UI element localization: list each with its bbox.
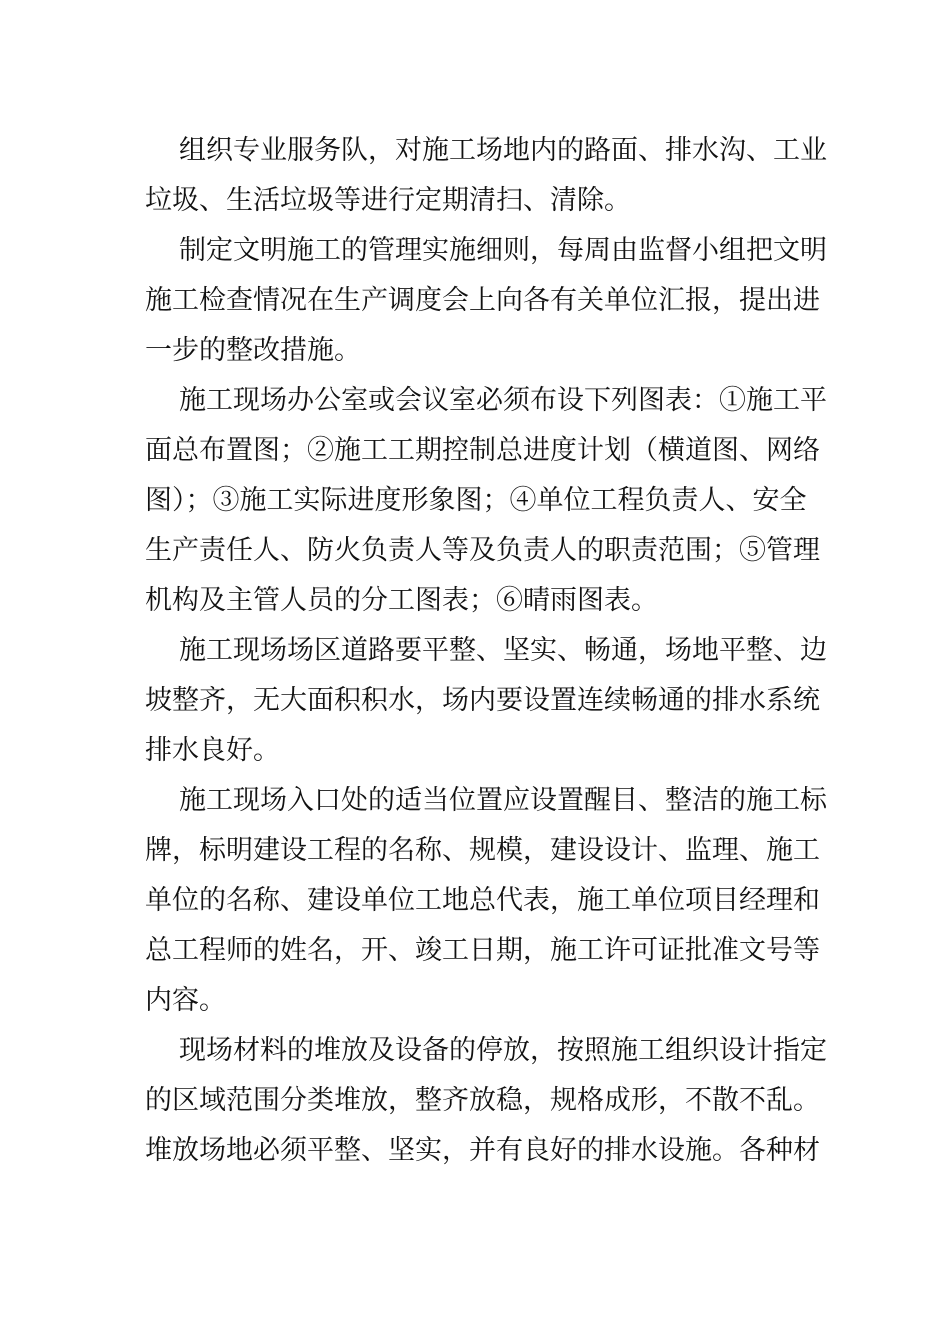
paragraph-entrance-sign [145, 776, 827, 1026]
text-line: 机构及主管人员的分工图表；⑥晴雨图表。 [145, 585, 658, 616]
text-line: 制定文明施工的管理实施细则，每周由监督小组把文明 [179, 235, 827, 266]
text-line: 施工检查情况在生产调度会上向各有关单位汇报，提出进 [145, 285, 820, 316]
text-line: 总工程师的姓名，开、竣工日期，施工许可证批准文号等 [145, 935, 820, 966]
text-line: 排水良好。 [145, 735, 280, 766]
text-line: 施工现场办公室或会议室必须布设下列图表：①施工平 [179, 385, 827, 416]
text-line: 现场材料的堆放及设备的停放，按照施工组织设计指定 [179, 1035, 827, 1066]
paragraph-cleaning-team [145, 126, 827, 226]
paragraph-office-charts [145, 376, 827, 626]
text-line: 的区域范围分类堆放，整齐放稳，规格成形，不散不乱。 [145, 1085, 820, 1116]
text-line: 内容。 [145, 985, 226, 1016]
text-line: 牌，标明建设工程的名称、规模，建设设计、监理、施工 [145, 835, 820, 866]
paragraph-management-rules [145, 226, 827, 376]
text-line: 组织专业服务队，对施工场地内的路面、排水沟、工业 [179, 135, 827, 166]
text-line: 单位的名称、建设单位工地总代表，施工单位项目经理和 [145, 885, 820, 916]
text-line: 一步的整改措施。 [145, 335, 361, 366]
paragraph-material-storage [145, 1026, 827, 1176]
text-line: 图）；③施工实际进度形象图；④单位工程负责人、安全 [145, 485, 807, 516]
text-line: 面总布置图；②施工工期控制总进度计划（横道图、网络 [145, 435, 820, 466]
text-line: 施工现场入口处的适当位置应设置醒目、整洁的施工标 [179, 785, 827, 816]
paragraph-site-roads [145, 626, 827, 776]
text-line: 生产责任人、防火负责人等及负责人的职责范围；⑤管理 [145, 535, 820, 566]
text-line: 坡整齐，无大面积积水，场内要设置连续畅通的排水系统 [145, 685, 820, 716]
text-line: 施工现场场区道路要平整、坚实、畅通，场地平整、边 [179, 635, 827, 666]
text-line: 垃圾、生活垃圾等进行定期清扫、清除。 [145, 185, 631, 216]
document-body [145, 126, 827, 1176]
text-line: 堆放场地必须平整、坚实，并有良好的排水设施。各种材 [145, 1135, 820, 1166]
